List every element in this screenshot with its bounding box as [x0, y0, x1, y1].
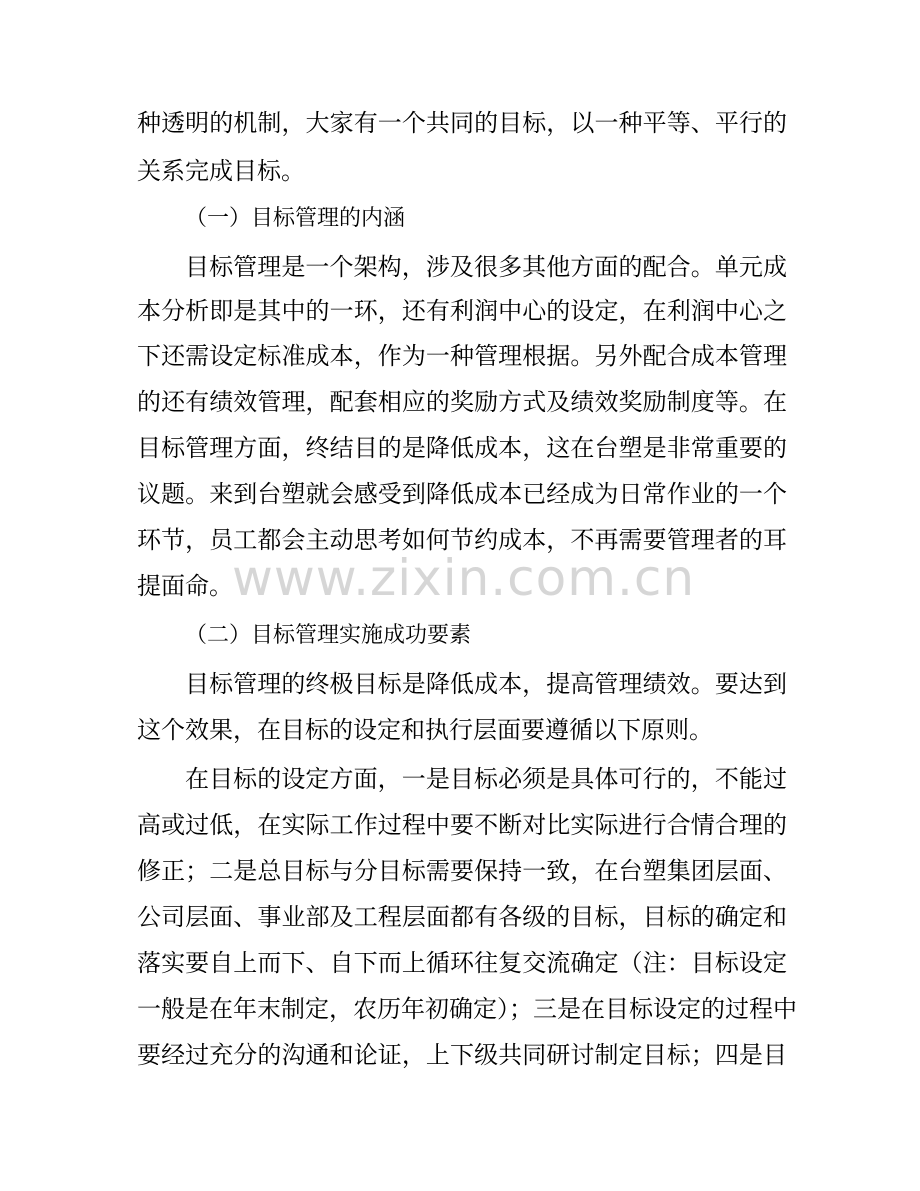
- body-text-line: 的还有绩效管理，配套相应的奖励方式及绩效奖励制度等。在: [137, 388, 787, 416]
- body-text-line: 目标管理的终极目标是降低成本，提高管理绩效。要达到: [185, 670, 787, 698]
- body-text-line: 种透明的机制，大家有一个共同的目标，以一种平等、平行的: [137, 109, 787, 137]
- body-text-line: 要经过充分的沟通和论证，上下级共同研讨制定目标；四是目: [137, 1041, 787, 1069]
- body-text-line: 一般是在年末制定，农历年初确定）；三是在目标设定的过程中: [137, 995, 797, 1023]
- body-text-line: 高或过低，在实际工作过程中要不断对比实际进行合情合理的: [137, 811, 787, 839]
- watermark: www.zixin.com.cn: [232, 549, 696, 607]
- body-text-line: 目标管理是一个架构，涉及很多其他方面的配合。单元成: [185, 253, 787, 281]
- body-text-line: 公司层面、事业部及工程层面都有各级的目标，目标的确定和: [137, 903, 787, 931]
- section-heading-1: （一）目标管理的内涵: [185, 206, 406, 231]
- body-text-line: 环节，员工都会主动思考如何节约成本，不再需要管理者的耳: [137, 526, 787, 554]
- body-text-line: 修正；二是总目标与分目标需要保持一致，在台塑集团层面、: [137, 857, 787, 885]
- body-text-line: 下还需设定标准成本，作为一种管理根据。另外配合成本管理: [137, 342, 787, 370]
- body-text-line: 本分析即是其中的一环，还有利润中心的设定，在利润中心之: [137, 297, 787, 325]
- body-text-line: 落实要自上而下、自下而上循环往复交流确定（注：目标设定: [137, 949, 787, 977]
- body-text-line: 关系完成目标。: [137, 157, 305, 185]
- body-text-line: 目标管理方面，终结目的是降低成本，这在台塑是非常重要的: [137, 434, 787, 462]
- body-text-line: 在目标的设定方面，一是目标必须是具体可行的，不能过: [185, 765, 787, 793]
- body-text-line: 这个效果，在目标的设定和执行层面要遵循以下原则。: [137, 716, 713, 744]
- body-text-line: 提面命。: [137, 572, 233, 600]
- section-heading-2: （二）目标管理实施成功要素: [185, 623, 472, 648]
- body-text-line: 议题。来到台塑就会感受到降低成本已经成为日常作业的一个: [137, 480, 787, 508]
